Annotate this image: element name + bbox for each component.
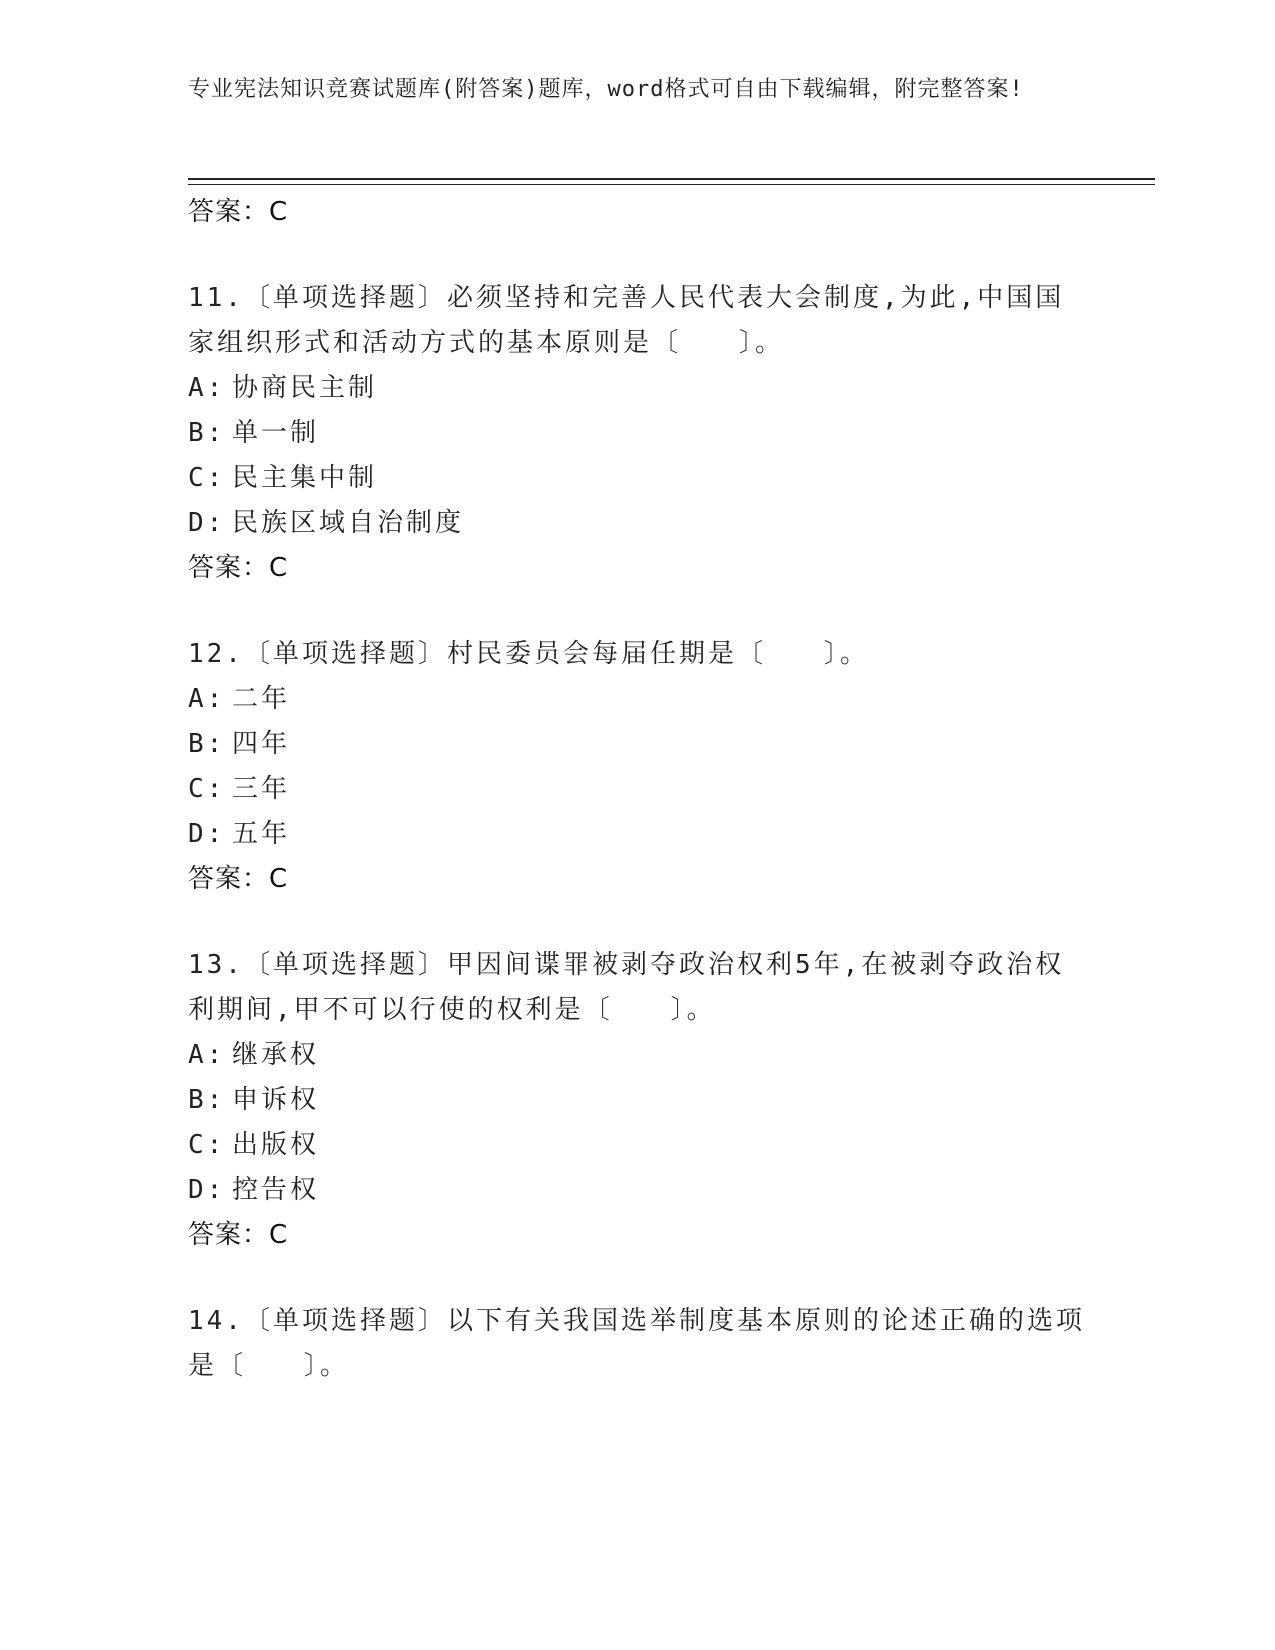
option-text: 协商民主制 [232,373,378,403]
answer-line: 答案：C [188,553,289,583]
header-rule-thin [188,184,1155,185]
header-rule-thick [188,178,1155,180]
question-item [188,632,1088,901]
answer-line: 答案：C [188,864,289,894]
option-text: 二年 [232,684,291,714]
option-b [188,722,1088,767]
option-text: 单一制 [232,418,320,448]
question-stem: 11.〔单项选择题〕必须坚持和完善人民代表大会制度,为此,中国国家组织形式和活动方式的基本原则是〔 〕。 [188,283,1065,358]
option-a [188,677,1088,722]
question-stem: 14.〔单项选择题〕以下有关我国选举制度基本原则的论述正确的选项是〔 〕。 [188,1306,1085,1381]
question-stem: 13.〔单项选择题〕甲因间谍罪被剥夺政治权利5年,在被剥夺政治权利期间,甲不可以行使的权利是〔 〕。 [188,950,1065,1025]
question-item [188,943,1088,1257]
option-d [188,1168,1088,1213]
option-c [188,456,1088,501]
option-d [188,812,1088,857]
option-key: B: [188,1085,226,1115]
option-key: B: [188,729,226,759]
option-text: 出版权 [232,1130,320,1160]
document-header: 专业宪法知识竞赛试题库(附答案)题库，word格式可自由下载编辑，附完整答案! [188,77,1024,102]
option-text: 民主集中制 [232,463,378,493]
question-item [188,1299,1088,1389]
option-key: D: [188,508,226,538]
option-b [188,411,1088,456]
option-key: C: [188,774,226,804]
question-stem: 12.〔单项选择题〕村民委员会每届任期是〔 〕。 [188,639,869,669]
option-text: 控告权 [232,1175,320,1205]
option-c [188,1123,1088,1168]
option-text: 继承权 [232,1040,320,1070]
option-text: 四年 [232,729,291,759]
option-key: A: [188,684,226,714]
option-key: C: [188,1130,226,1160]
option-c [188,767,1088,812]
question-list [188,190,1088,1389]
option-text: 申诉权 [232,1085,320,1115]
option-key: A: [188,1040,226,1070]
option-key: A: [188,373,226,403]
answer-line: 答案：C [188,197,289,227]
option-key: B: [188,418,226,448]
option-a [188,366,1088,411]
question-item [188,276,1088,590]
option-text: 三年 [232,774,291,804]
option-text: 民族区域自治制度 [232,508,465,538]
option-text: 五年 [232,819,291,849]
option-a [188,1033,1088,1078]
option-key: D: [188,1175,226,1205]
option-key: C: [188,463,226,493]
option-b [188,1078,1088,1123]
option-key: D: [188,819,226,849]
answer-line: 答案：C [188,1220,289,1250]
option-d [188,501,1088,546]
